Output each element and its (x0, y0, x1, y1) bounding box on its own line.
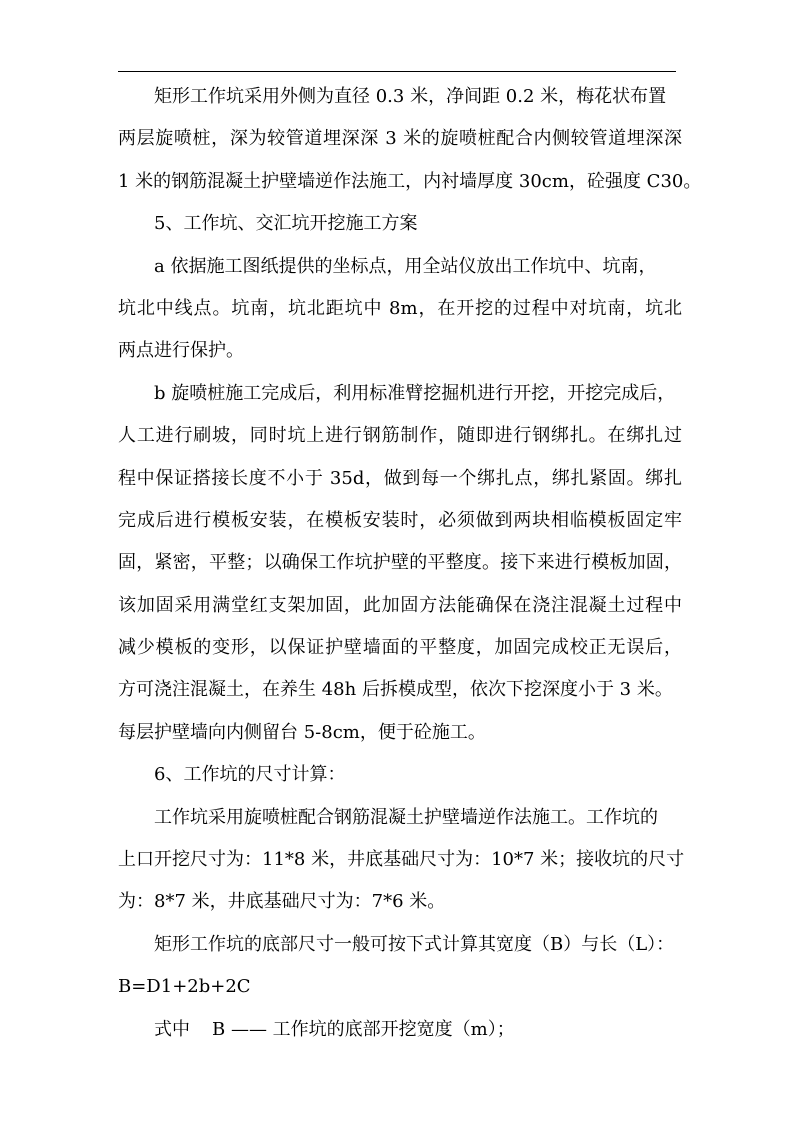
paragraph-line: 程中保证搭接长度不小于 35d，做到每一个绑扎点，绑扎紧固。绑扎 (118, 467, 682, 489)
paragraph-line: 完成后进行模板安装，在模板安装时，必须做到两块相临模板固定牢 (118, 509, 682, 531)
paragraph-line: 该加固采用满堂红支架加固，此加固方法能确保在浇注混凝土过程中 (118, 594, 682, 616)
paragraph-line: a 依据施工图纸提供的坐标点，用全站仪放出工作坑中、坑南， (154, 255, 657, 277)
paragraph-line: 矩形工作坑的底部尺寸一般可按下式计算其宽度（B）与长（L）： (154, 933, 675, 955)
paragraph-line: 工作坑采用旋喷桩配合钢筋混凝土护壁墙逆作法施工。工作坑的 (154, 806, 658, 828)
paragraph-line: 为：8*7 米，井底基础尺寸为：7*6 米。 (118, 891, 446, 913)
paragraph-line: 每层护壁墙向内侧留台 5-8cm，便于砼施工。 (118, 721, 486, 743)
formula-definition (118, 1009, 682, 1051)
paragraph-line: 减少模板的变形，以保证护壁墙面的平整度，加固完成校正无误后， (118, 637, 682, 659)
section-heading: 5、工作坑、交汇坑开挖施工方案 (154, 213, 418, 235)
document-body (118, 76, 702, 1051)
paragraph-line: 矩形工作坑采用外侧为直径 0.3 米，净间距 0.2 米，梅花状布置 (154, 86, 667, 107)
paragraph-line: 人工进行刷坡，同时坑上进行钢筋制作，随即进行钢绑扎。在绑扎过 (118, 425, 682, 447)
paragraph-line: 1 米的钢筋混凝土护壁墙逆作法施工，内衬墙厚度 30cm，砼强度 C30。 (118, 170, 702, 192)
paragraph-line: 固，紧密，平整；以确保工作坑护壁的平整度。接下来进行模板加固， (118, 552, 682, 574)
paragraph-line: 两层旋喷桩，深为较管道埋深深 3 米的旋喷桩配合内侧较管道埋深深 (118, 128, 682, 150)
paragraph-line: 方可浇注混凝土，在养生 48h 后拆模成型，依次下挖深度小于 3 米。 (118, 679, 673, 701)
formula-label: 式中 (154, 1018, 190, 1040)
paragraph-line: 坑北中线点。坑南，坑北距坑中 8m，在开挖的过程中对坑南，坑北 (118, 297, 682, 319)
definition-text: B —— 工作坑的底部开挖宽度（m）； (212, 1018, 515, 1040)
header-rule (118, 71, 676, 72)
paragraph-line: 上口开挖尺寸为：11*8 米，井底基础尺寸为：10*7 米；接收坑的尺寸 (118, 849, 685, 871)
formula: B=D1+2b+2C (118, 976, 251, 998)
paragraph-line: b 旋喷桩施工完成后，利用标准臂挖掘机进行开挖，开挖完成后， (154, 382, 676, 404)
paragraph-line: 两点进行保护。 (118, 340, 244, 362)
section-heading: 6、工作坑的尺寸计算： (154, 764, 346, 786)
